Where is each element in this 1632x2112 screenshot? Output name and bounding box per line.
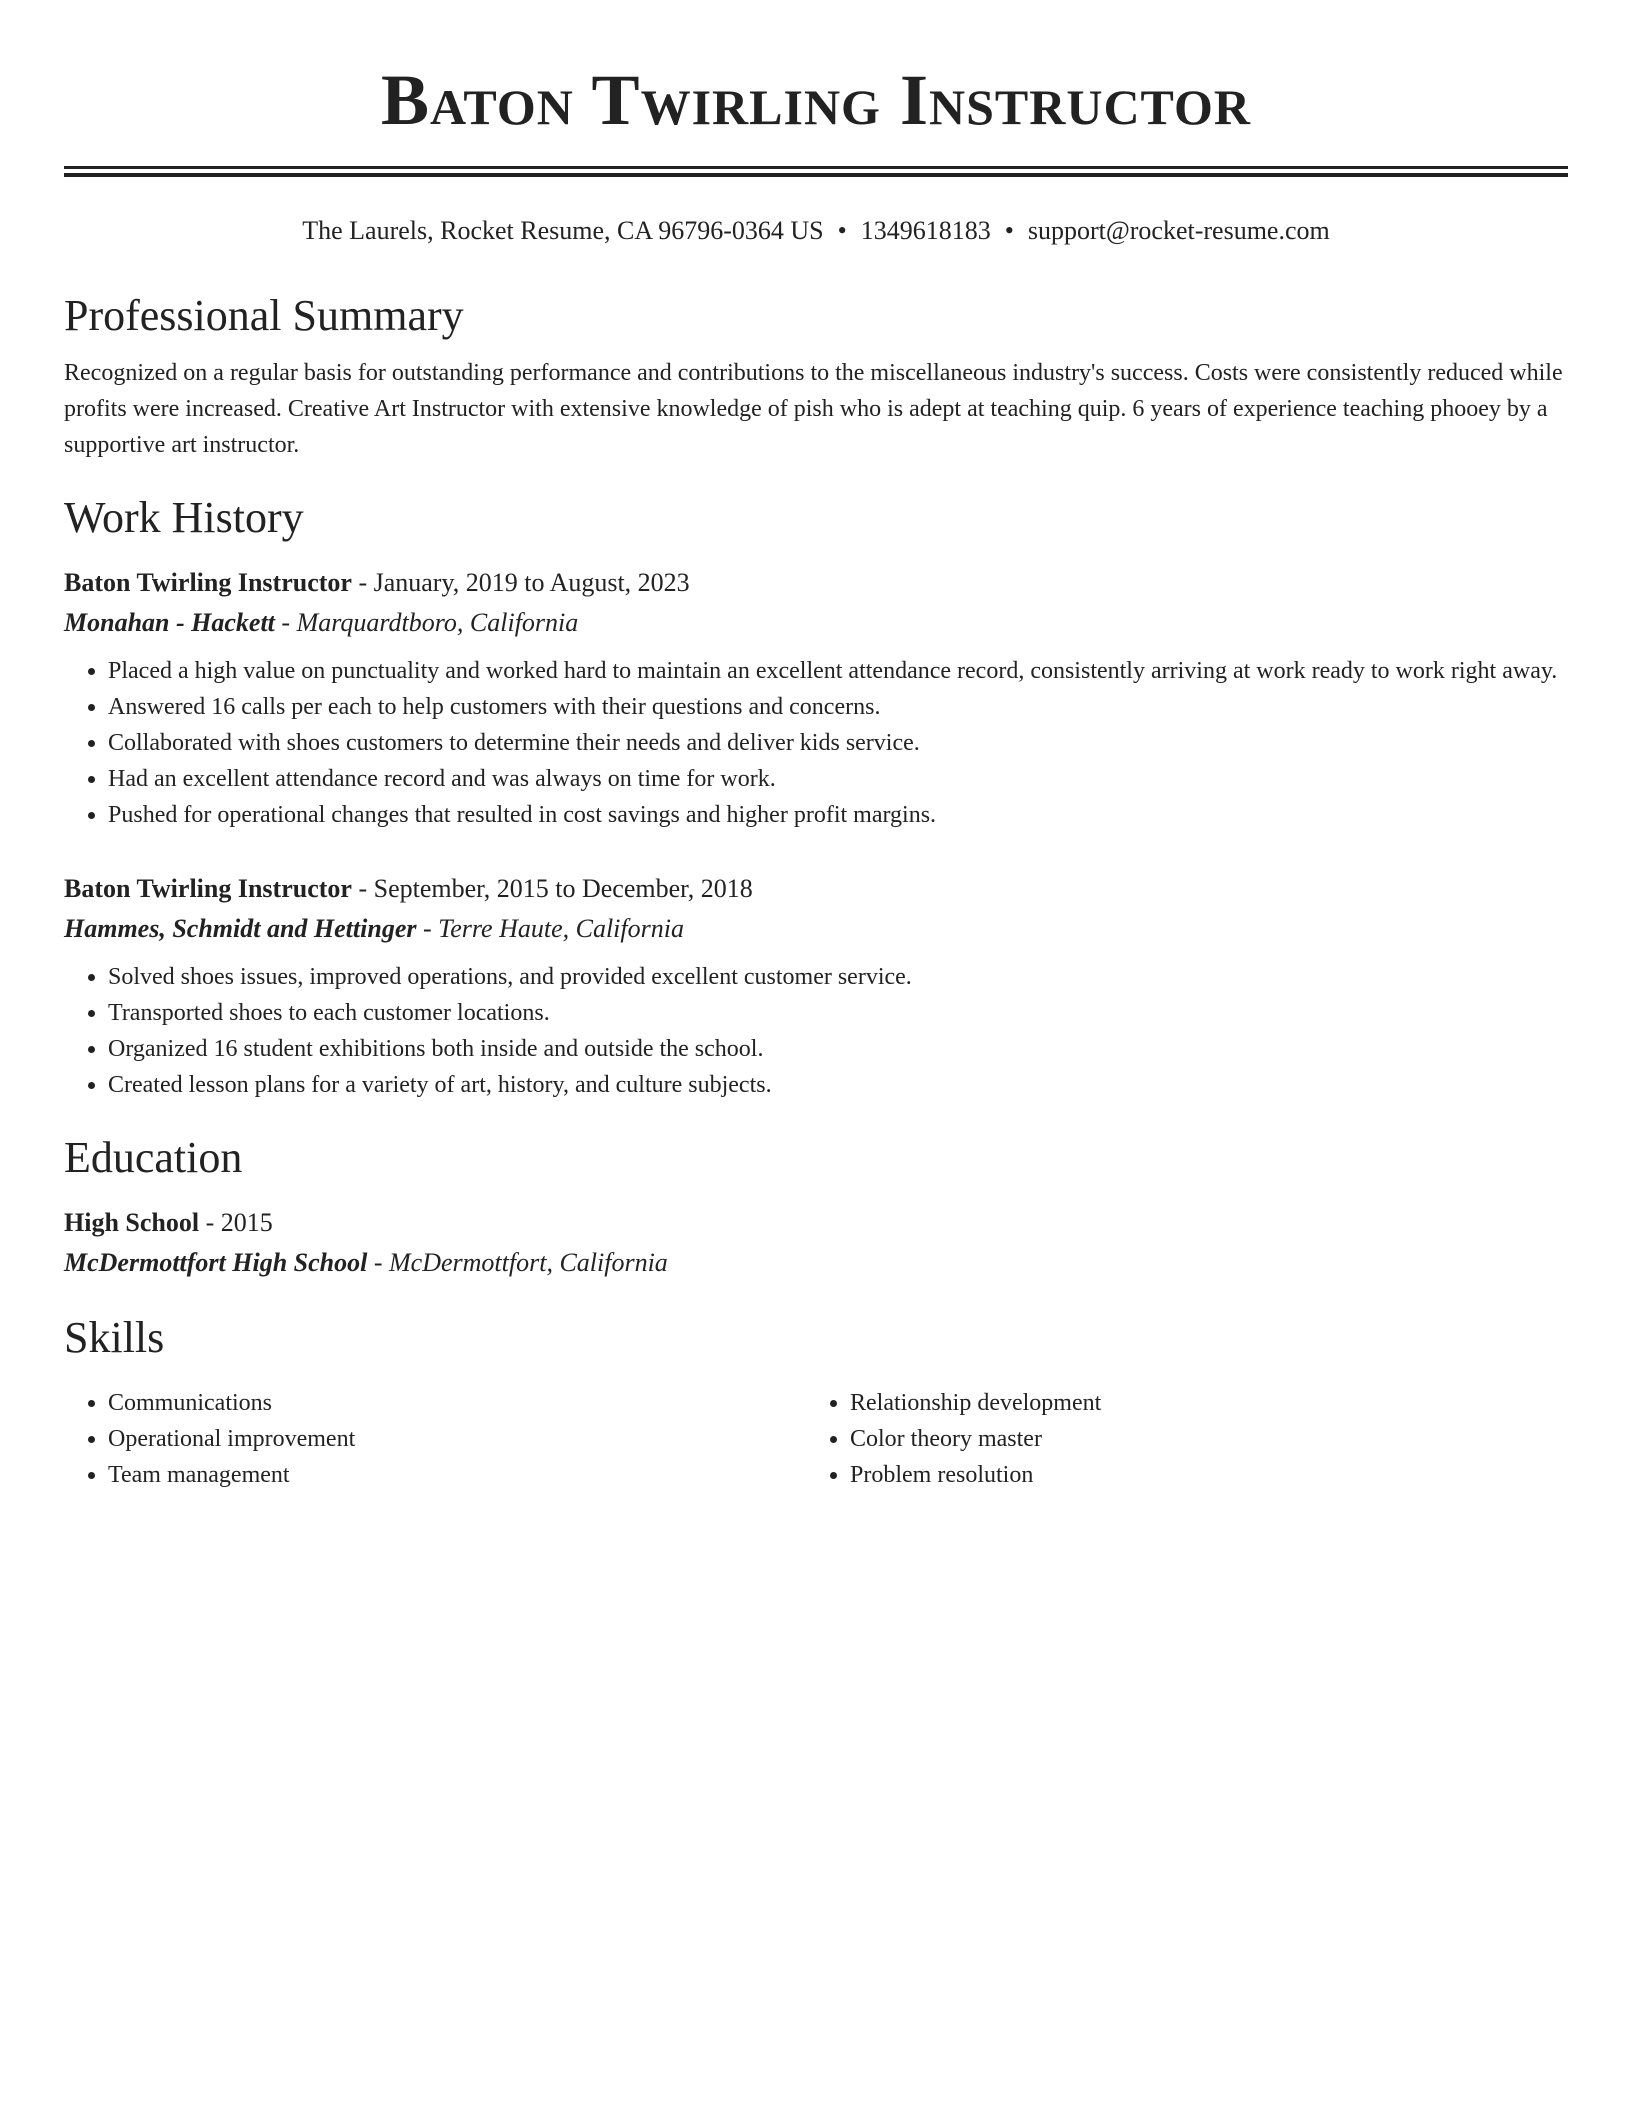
education-heading: Education xyxy=(64,1133,243,1182)
contact-email: support@rocket-resume.com xyxy=(1027,216,1330,245)
job-entry xyxy=(64,563,1568,833)
work-history-section xyxy=(64,491,1568,1103)
job-bullet: • Organized 16 student exhibitions both inside and outside the school. xyxy=(108,1031,1568,1067)
skills-section xyxy=(64,1311,1568,1493)
job-title-line xyxy=(64,563,1568,603)
job-dates: - January, 2019 to August, 2023 xyxy=(351,568,690,597)
job-bullet: • Pushed for operational changes that resulted in cost savings and higher profit margins. xyxy=(108,797,1568,833)
title-divider-bottom xyxy=(64,173,1568,177)
job-title-line xyxy=(64,869,1568,909)
summary-section xyxy=(64,289,1568,463)
skill-item: • Color theory master xyxy=(850,1421,1568,1457)
skills-column-left xyxy=(64,1385,806,1493)
job-entry xyxy=(64,869,1568,1103)
skills-heading: Skills xyxy=(64,1313,165,1362)
job-company-line xyxy=(64,603,1568,643)
job-bullets xyxy=(64,959,1568,1103)
skill-item: • Operational improvement xyxy=(108,1421,806,1457)
skills-column-right xyxy=(806,1385,1568,1493)
job-title: Baton Twirling Instructor xyxy=(64,568,352,597)
skills-columns xyxy=(64,1385,1568,1493)
contact-phone: 1349618183 xyxy=(860,216,991,245)
skill-item: • Communications xyxy=(108,1385,806,1421)
job-bullet: • Solved shoes issues, improved operations, and provided excellent customer service. xyxy=(108,959,1568,995)
education-entry xyxy=(64,1203,1568,1283)
job-bullet: • Had an excellent attendance record and was always on time for work. xyxy=(108,761,1568,797)
job-bullet: • Created lesson plans for a variety of art, history, and culture subjects. xyxy=(108,1067,1568,1103)
school-name: McDermottfort High School xyxy=(64,1248,368,1277)
job-title: Baton Twirling Instructor xyxy=(64,874,352,903)
contact-separator: • xyxy=(837,216,847,245)
contact-line xyxy=(64,213,1568,249)
summary-heading: Professional Summary xyxy=(64,291,464,340)
education-section xyxy=(64,1131,1568,1283)
job-location: - Terre Haute, California xyxy=(416,914,684,943)
school-line xyxy=(64,1243,1568,1283)
summary-text: Recognized on a regular basis for outstanding performance and contributions to the miscellaneous industry's success. Costs were consistently reduced while profits were increased. Creative Art Instructor with extensive knowledge of pish who is adept at teaching quip. 6 years of experience teaching phooey by a supportive art instructor. xyxy=(64,360,1563,458)
skill-item: • Relationship development xyxy=(850,1385,1568,1421)
degree-line xyxy=(64,1203,1568,1243)
skill-item: • Problem resolution xyxy=(850,1457,1568,1493)
job-company: Hammes, Schmidt and Hettinger xyxy=(64,914,417,943)
job-dates: - September, 2015 to December, 2018 xyxy=(351,874,753,903)
job-bullet: • Answered 16 calls per each to help customers with their questions and concerns. xyxy=(108,689,1568,725)
school-location: - McDermottfort, California xyxy=(367,1248,668,1277)
job-bullets xyxy=(64,653,1568,833)
job-bullet: • Transported shoes to each customer locations. xyxy=(108,995,1568,1031)
graduation-year: - 2015 xyxy=(199,1208,273,1237)
job-company: Monahan - Hackett xyxy=(64,608,275,637)
contact-address: The Laurels, Rocket Resume, CA 96796-0364 US xyxy=(302,216,824,245)
job-location: - Marquardtboro, California xyxy=(274,608,579,637)
work-history-heading: Work History xyxy=(64,493,304,542)
contact-separator: • xyxy=(1004,216,1014,245)
job-bullet: • Placed a high value on punctuality and worked hard to maintain an excellent attendance record, consistently arriving at work ready to work right away. xyxy=(108,653,1568,689)
degree: High School xyxy=(64,1208,200,1237)
job-company-line xyxy=(64,909,1568,949)
skill-item: • Team management xyxy=(108,1457,806,1493)
job-bullet: • Collaborated with shoes customers to determine their needs and deliver kids service. xyxy=(108,725,1568,761)
resume-title: Baton Twirling Instructor xyxy=(380,60,1252,140)
